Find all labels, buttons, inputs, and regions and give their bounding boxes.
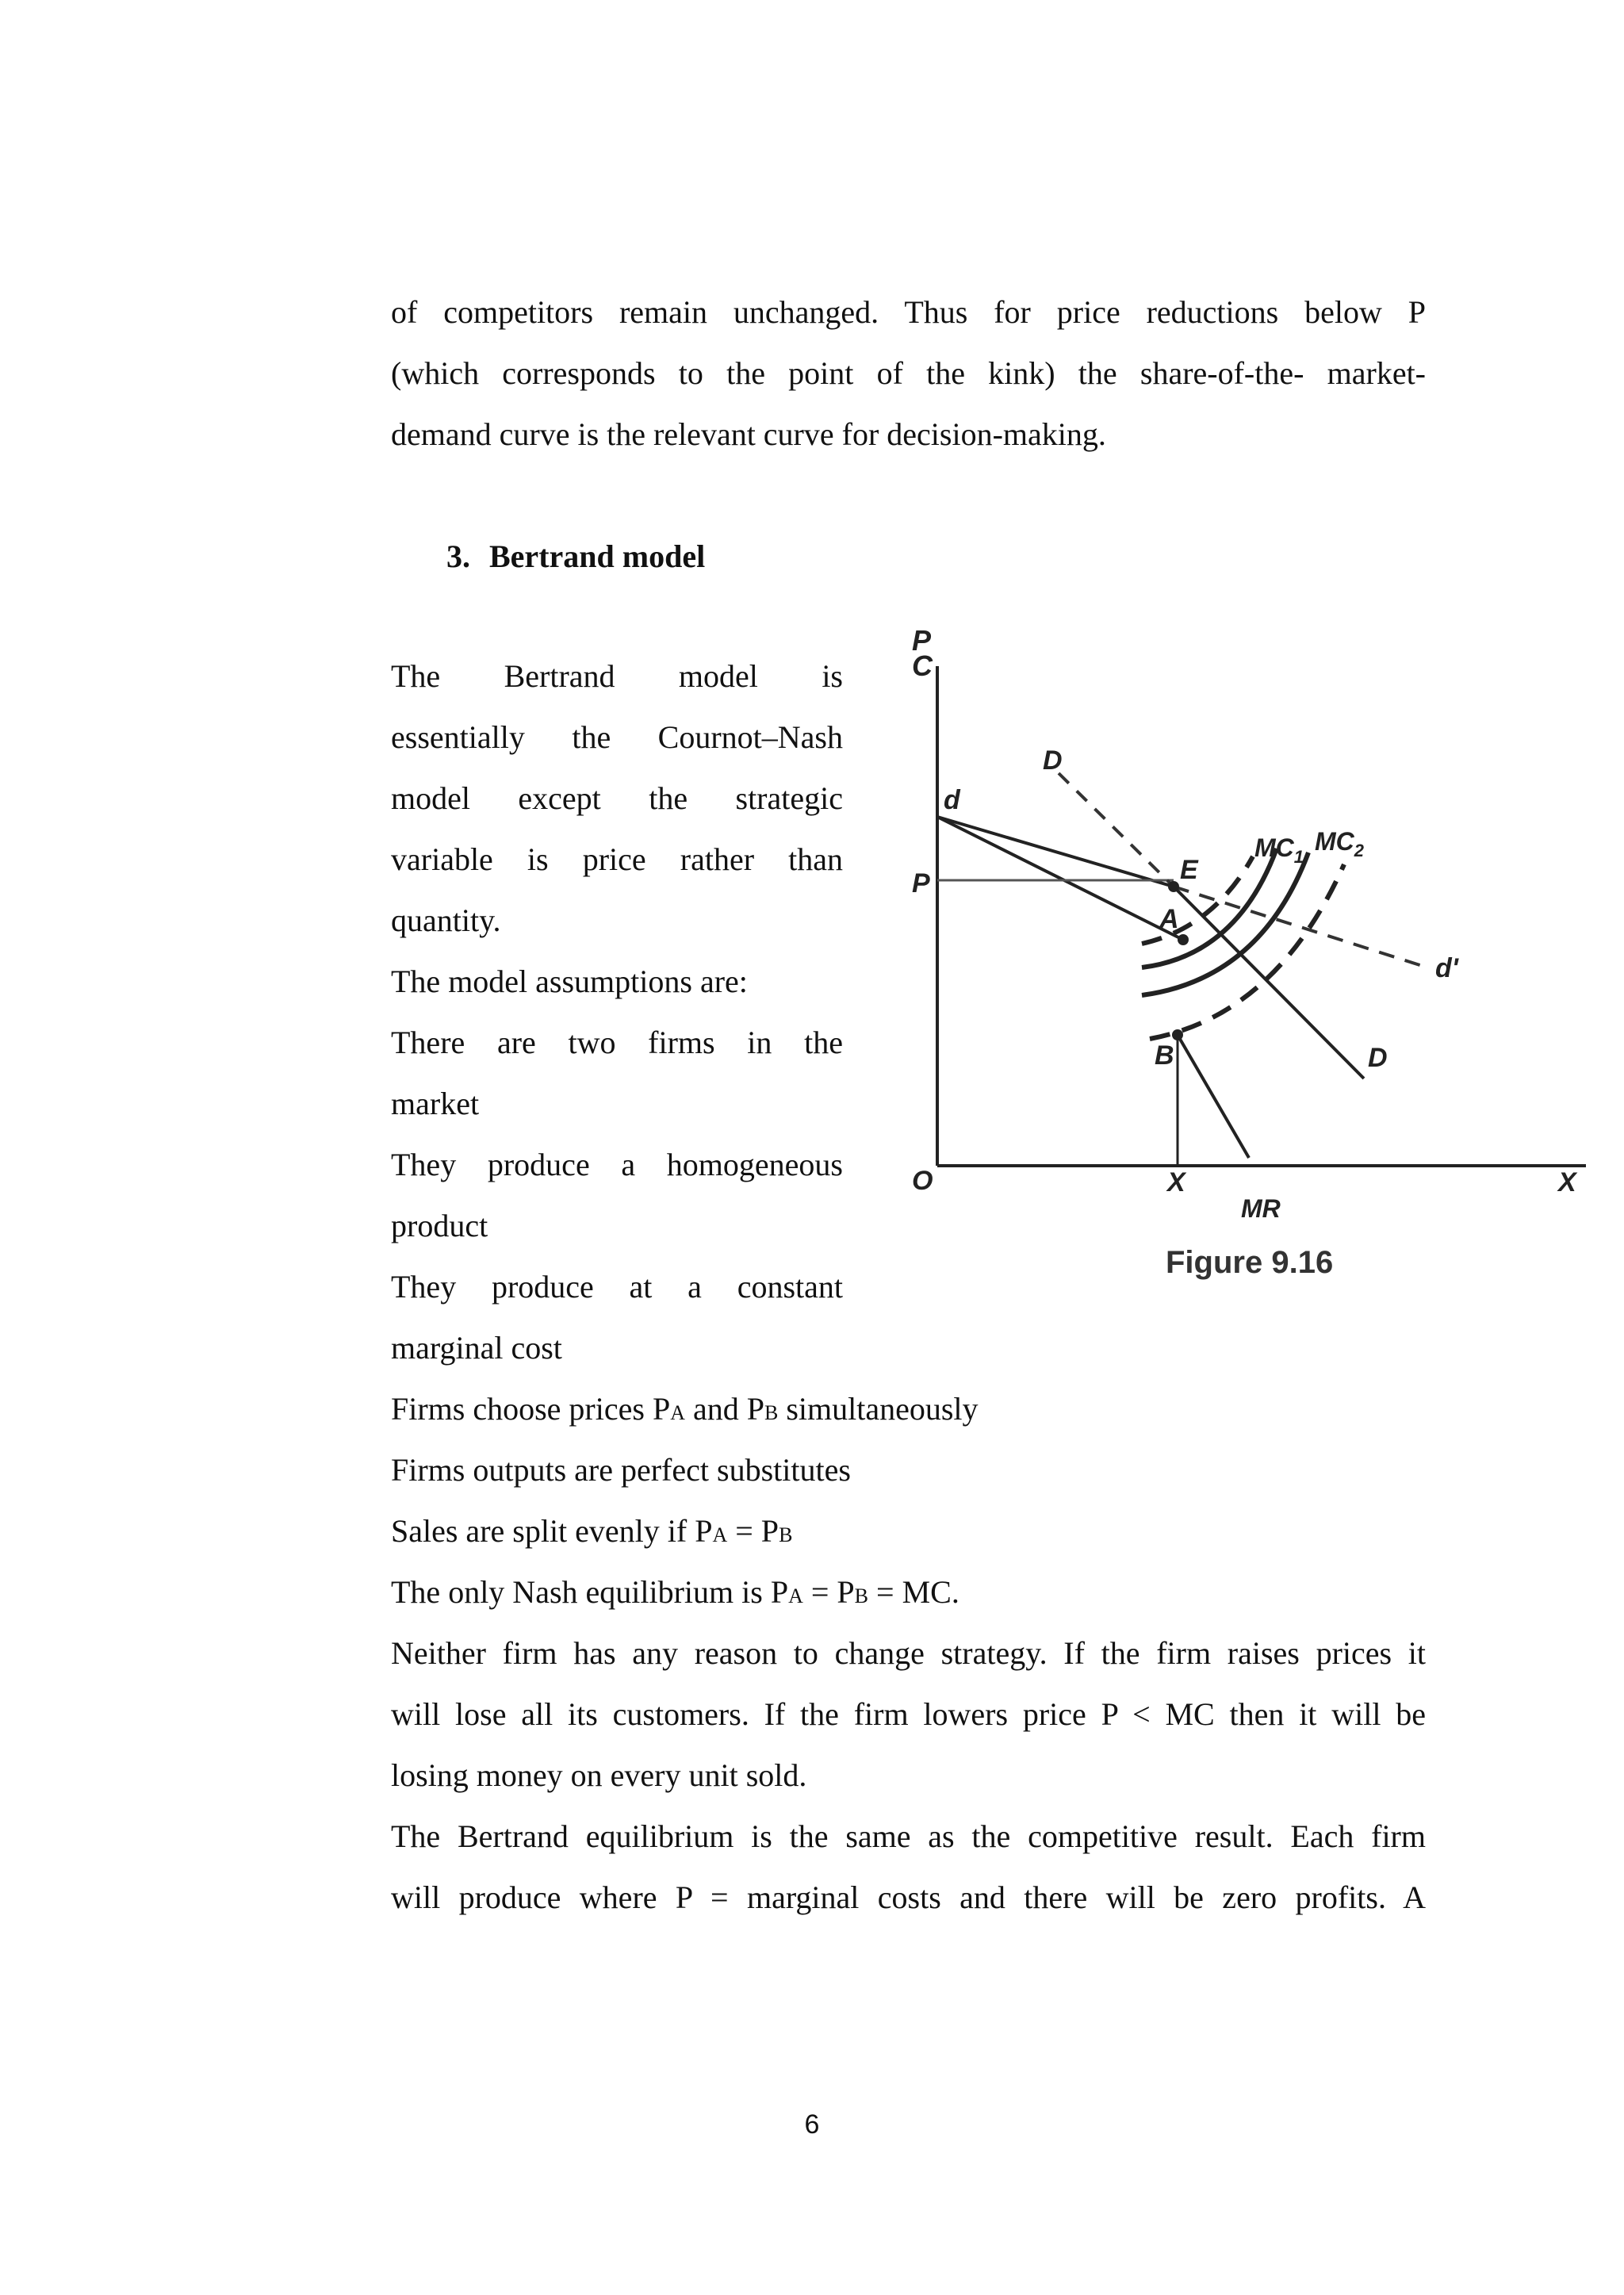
label-d-prime: d' (1435, 953, 1458, 983)
subscript: B (854, 1584, 869, 1607)
text-line: of competitors remain unchanged. Thus for price reductions below P (391, 294, 1426, 330)
label-b: B (1155, 1040, 1174, 1071)
text-line: model except the strategic (391, 780, 843, 816)
text-span: simultaneously (778, 1391, 979, 1427)
label-p: P (912, 868, 930, 898)
label-e: E (1180, 855, 1198, 885)
axis-label-c: C (912, 649, 933, 682)
kinked-demand-figure (880, 619, 1594, 1301)
mr-curve (1178, 1035, 1249, 1158)
text-line: essentially the Cournot–Nash (391, 719, 843, 755)
page-number: 6 (804, 2109, 820, 2140)
subscript: A (788, 1584, 803, 1607)
text-line (391, 1572, 1426, 1617)
figure-caption: Figure 9.16 (1166, 1245, 1334, 1280)
label-a: A (1159, 904, 1179, 934)
label-x-output: X (1167, 1167, 1185, 1197)
text-span: = P (802, 1574, 855, 1610)
text-span: = MC. (868, 1574, 959, 1610)
text-line: There are two firms in the (391, 1025, 843, 1060)
text-line: quantity. (391, 902, 501, 938)
text-line: Firms outputs are perfect substitutes (391, 1452, 851, 1488)
section-heading (446, 536, 705, 577)
subscript: A (670, 1401, 685, 1424)
text-line: product (391, 1208, 488, 1243)
point-b (1172, 1029, 1183, 1040)
label-mc2: $MC_2$ (1315, 827, 1365, 860)
text-line: Neither firm has any reason to change strategy. If the firm raises prices it (391, 1635, 1426, 1671)
text-span: The only Nash equilibrium is P (391, 1574, 789, 1610)
text-span: Firms choose prices P (391, 1391, 671, 1427)
section-number: 3. (446, 538, 470, 574)
text-line (391, 1389, 1426, 1434)
point-a (1178, 934, 1189, 945)
text-line: The Bertrand equilibrium is the same as the competitive result. Each firm (391, 1818, 1426, 1854)
text-line: variable is price rather than (391, 841, 843, 877)
subscript: B (779, 1523, 793, 1546)
label-mr: MR (1241, 1194, 1281, 1223)
label-origin: O (912, 1166, 933, 1196)
label-mc1: $MC_1$ (1254, 833, 1304, 867)
point-e (1168, 881, 1179, 892)
label-D-top: D (1043, 745, 1063, 776)
text-line: The model assumptions are: (391, 964, 748, 999)
subscript: A (712, 1523, 728, 1546)
section-title: Bertrand model (489, 538, 706, 574)
text-line: The Bertrand model is (391, 658, 843, 694)
text-line: will produce where P = marginal costs and there will be zero profits. A (391, 1879, 1426, 1915)
subscript: B (764, 1401, 779, 1424)
text-line: marginal cost (391, 1330, 562, 1366)
axis-label-p: P (912, 624, 932, 657)
text-line: market (391, 1086, 480, 1121)
text-span: = P (727, 1513, 779, 1549)
text-line: losing money on every unit sold. (391, 1757, 807, 1793)
label-D-bottom: D (1368, 1043, 1388, 1073)
text-span: and P (684, 1391, 764, 1427)
label-d: d (944, 785, 960, 815)
text-line: They produce a homogeneous (391, 1147, 843, 1182)
text-line: will lose all its customers. If the firm lowers price P < MC then it will be (391, 1696, 1426, 1732)
label-x-axis: X (1558, 1167, 1576, 1197)
text-line (391, 1511, 1426, 1556)
text-line: demand curve is the relevant curve for decision-making. (391, 416, 1106, 452)
text-line: They produce at a constant (391, 1269, 843, 1305)
text-span: Sales are split evenly if P (391, 1513, 713, 1549)
text-line: (which corresponds to the point of the kink) the share-of-the- market- (391, 355, 1426, 391)
